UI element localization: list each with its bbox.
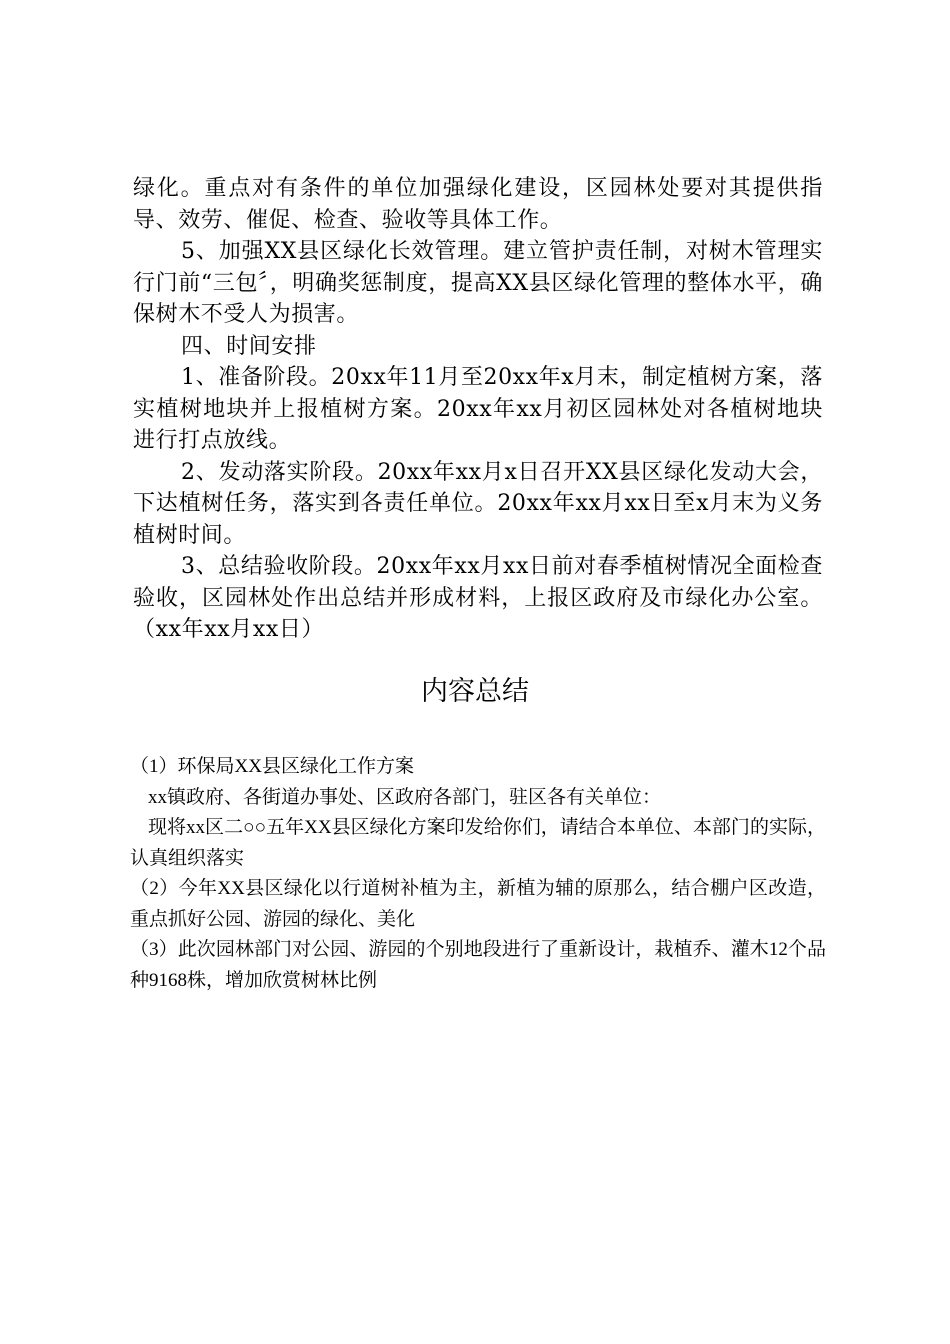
paragraph-greening-continuation: 绿化。重点对有条件的单位加强绿化建设，区园林处要对其提供指导、效劳、催促、检查、验收等具体工作。 (133, 176, 823, 233)
section-heading-schedule: 四、时间安排 (181, 333, 317, 359)
main-body-text (133, 173, 823, 646)
summary-item-2: （2）今年XX县区绿化以行道树补植为主，新植为辅的原那么，结合棚户区改造，重点抓好公园、游园的绿化、美化 (130, 878, 826, 930)
paragraph-item-5: 5、加强XX县区绿化长效管理。建立管护责任制，对树木管理实行门前“三包〞，明确奖惩制度，提高XX县区绿化管理的整体水平，确保树木不受人为损害。 (133, 239, 823, 327)
paragraph-stage-2: 2、发动落实阶段。20xx年xx月x日召开XX县区绿化发动大会，下达植树任务，落实到各责任单位。20xx年xx月xx日至x月末为义务植树时间。 (133, 459, 823, 548)
summary-item-3: （3）此次园林部门对公园、游园的个别地段进行了重新设计，栽植乔、灌木12个品种9168株，增加欣赏树林比例 (130, 939, 826, 991)
paragraph-stage-3: 3、总结验收阶段。20xx年xx月xx日前对春季植树情况全面检查验收，区园林处作出总结并形成材料，上报区政府及市绿化办公室。（xx年xx月xx日） (133, 554, 823, 642)
summary-body (130, 752, 826, 996)
summary-title: 内容总结 (421, 676, 529, 707)
summary-item-notice: 现将xx区二○○五年XX县区绿化方案印发给你们，请结合本单位、本部门的实际，认真组织落实 (130, 817, 826, 869)
summary-item-recipients: xx镇政府、各街道办事处、区政府各部门，驻区各有关单位： (148, 786, 662, 808)
summary-item-1: （1）环保局XX县区绿化工作方案 (130, 756, 414, 777)
paragraph-stage-1: 1、准备阶段。20xx年11月至20xx年x月末，制定植树方案，落实植树地块并上报植树方案。20xx年xx月初区园林处对各植树地块进行打点放线。 (133, 365, 823, 453)
